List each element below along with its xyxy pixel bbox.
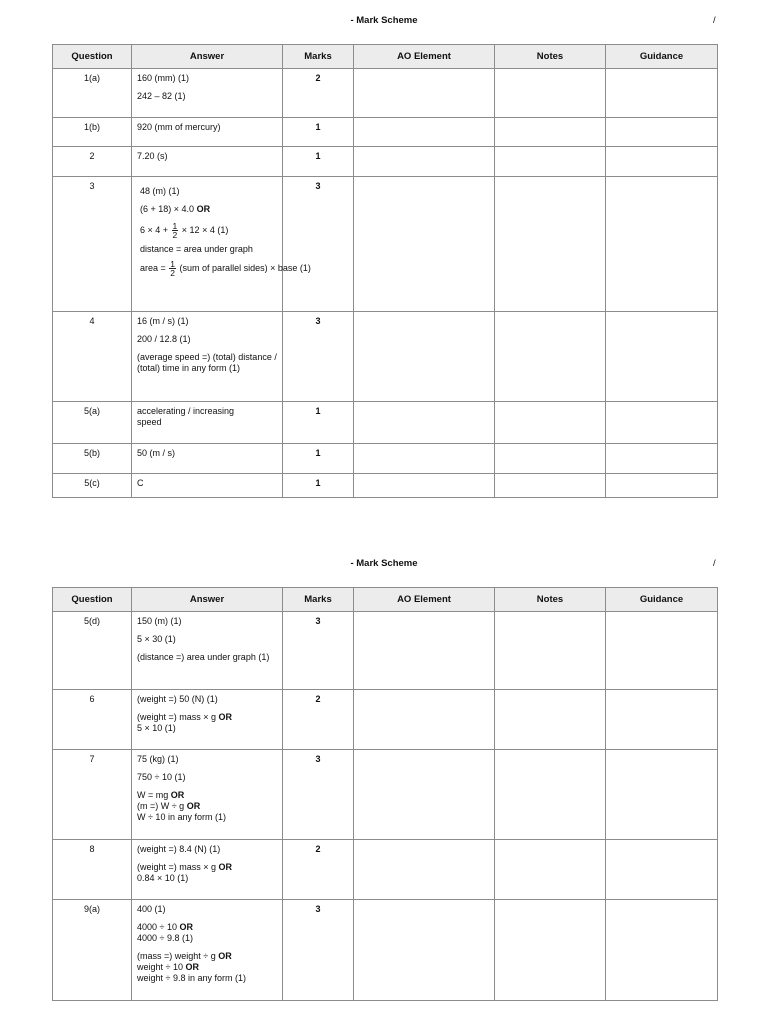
notes-cell xyxy=(495,690,606,750)
marks-cell: 1 xyxy=(283,118,354,147)
page-header xyxy=(0,15,768,29)
notes-cell xyxy=(495,177,606,312)
fraction-numerator: 1 xyxy=(170,259,176,269)
answer-line: 16 (m / s) (1) xyxy=(137,316,189,326)
marks-cell: 3 xyxy=(283,612,354,690)
answer-line: (weight =) 50 (N) (1) xyxy=(137,694,218,704)
question-number: 1(a) xyxy=(53,69,132,118)
table-row xyxy=(53,118,718,147)
marks-cell: 3 xyxy=(283,900,354,1001)
ao-element-cell xyxy=(354,474,495,498)
answer-text: 6 × 4 + xyxy=(140,224,169,235)
question-number: 8 xyxy=(53,840,132,900)
table-row xyxy=(53,612,718,690)
answer-line: 242 – 82 (1) xyxy=(137,91,186,101)
column-header-guidance: Guidance xyxy=(606,45,718,69)
or-keyword: OR xyxy=(218,862,233,872)
notes-cell xyxy=(495,900,606,1001)
question-number: 5(c) xyxy=(53,474,132,498)
fraction-denominator: 2 xyxy=(172,230,178,240)
answer-text: (m =) W ÷ g xyxy=(137,801,185,811)
answer-cell xyxy=(132,444,283,474)
mark-scheme-table xyxy=(52,44,718,498)
guidance-cell xyxy=(606,118,718,147)
mark-scheme-table xyxy=(52,587,718,1001)
answer-cell xyxy=(132,612,283,690)
ao-element-cell xyxy=(354,312,495,402)
answer-line: distance = area under graph xyxy=(140,244,253,254)
table-row xyxy=(53,312,718,402)
question-number: 3 xyxy=(53,177,132,312)
answer-line: 48 (m) (1) xyxy=(140,186,180,196)
notes-cell xyxy=(495,69,606,118)
column-header-guidance: Guidance xyxy=(606,588,718,612)
column-header-ao-element: AO Element xyxy=(354,588,495,612)
question-number: 5(a) xyxy=(53,402,132,444)
column-header-question: Question xyxy=(53,45,132,69)
answer-line: 920 (mm of mercury) xyxy=(137,122,221,132)
marks-cell: 1 xyxy=(283,474,354,498)
question-number: 1(b) xyxy=(53,118,132,147)
answer-cell xyxy=(132,147,283,177)
answer-text: 0.84 × 10 (1) xyxy=(137,873,189,883)
notes-cell xyxy=(495,612,606,690)
table-header-row xyxy=(53,45,718,69)
ao-element-cell xyxy=(354,750,495,840)
answer-line xyxy=(137,790,277,823)
question-number: 7 xyxy=(53,750,132,840)
answer-cell xyxy=(132,690,283,750)
guidance-cell xyxy=(606,900,718,1001)
or-keyword: OR xyxy=(218,951,232,961)
ao-element-cell xyxy=(354,900,495,1001)
table-row xyxy=(53,444,718,474)
marks-cell: 1 xyxy=(283,402,354,444)
answer-line: accelerating / increasing speed xyxy=(137,406,235,427)
page-header xyxy=(0,558,768,572)
column-header-answer: Answer xyxy=(132,588,283,612)
answer-text: area = xyxy=(140,262,166,273)
answer-line: 200 / 12.8 (1) xyxy=(137,334,191,344)
marks-cell: 2 xyxy=(283,690,354,750)
answer-text: 4000 ÷ 10 xyxy=(137,922,177,932)
guidance-cell xyxy=(606,312,718,402)
question-number: 5(d) xyxy=(53,612,132,690)
ao-element-cell xyxy=(354,177,495,312)
guidance-cell xyxy=(606,444,718,474)
page-header-slash: / xyxy=(713,15,716,26)
answer-line xyxy=(137,862,277,884)
or-keyword: OR xyxy=(170,790,185,800)
answer-line xyxy=(137,712,277,734)
notes-cell xyxy=(495,402,606,444)
or-keyword: OR xyxy=(218,712,233,722)
page-title: - Mark Scheme xyxy=(350,558,418,569)
marks-cell: 3 xyxy=(283,750,354,840)
notes-cell xyxy=(495,312,606,402)
ao-element-cell xyxy=(354,402,495,444)
table-row xyxy=(53,147,718,177)
guidance-cell xyxy=(606,177,718,312)
answer-text: 4000 ÷ 9.8 (1) xyxy=(137,933,193,943)
guidance-cell xyxy=(606,690,718,750)
answer-line: C xyxy=(137,478,144,488)
answer-text: weight ÷ 9.8 in any form (1) xyxy=(137,973,246,983)
table-row xyxy=(53,750,718,840)
column-header-ao-element: AO Element xyxy=(354,45,495,69)
page-header-slash: / xyxy=(713,558,716,569)
answer-cell xyxy=(132,840,283,900)
or-keyword: OR xyxy=(196,204,211,214)
question-number: 5(b) xyxy=(53,444,132,474)
answer-line xyxy=(140,204,277,215)
table-row xyxy=(53,402,718,444)
answer-text: (weight =) mass × g xyxy=(137,862,217,872)
answer-text: weight ÷ 10 xyxy=(137,962,183,972)
answer-line: 50 (m / s) xyxy=(137,448,176,458)
table-row xyxy=(53,474,718,498)
notes-cell xyxy=(495,444,606,474)
question-number: 4 xyxy=(53,312,132,402)
answer-line: 750 ÷ 10 (1) xyxy=(137,772,186,782)
answer-text: W ÷ 10 in any form (1) xyxy=(137,812,226,822)
answer-text: (weight =) mass × g xyxy=(137,712,217,722)
table-row xyxy=(53,177,718,312)
guidance-cell xyxy=(606,402,718,444)
answer-cell xyxy=(132,402,283,444)
column-header-marks: Marks xyxy=(283,588,354,612)
answer-line: (average speed =) (total) distance / (total) time in any form (1) xyxy=(137,352,277,373)
notes-cell xyxy=(495,118,606,147)
column-header-question: Question xyxy=(53,588,132,612)
answer-line: 160 (mm) (1) xyxy=(137,73,190,83)
notes-cell xyxy=(495,840,606,900)
answer-text: × 12 × 4 (1) xyxy=(181,224,229,235)
answer-line: 150 (m) (1) xyxy=(137,616,182,626)
answer-line: (distance =) area under graph (1) xyxy=(137,652,270,662)
answer-line: 5 × 30 (1) xyxy=(137,634,176,644)
answer-cell xyxy=(132,900,283,1001)
marks-cell: 3 xyxy=(283,177,354,312)
ao-element-cell xyxy=(354,840,495,900)
answer-cell xyxy=(132,177,311,312)
fraction-denominator: 2 xyxy=(170,268,176,278)
notes-cell xyxy=(495,750,606,840)
guidance-cell xyxy=(606,612,718,690)
table-header-row xyxy=(53,588,718,612)
marks-cell: 1 xyxy=(283,444,354,474)
or-keyword: OR xyxy=(186,801,201,811)
guidance-cell xyxy=(606,474,718,498)
question-number: 2 xyxy=(53,147,132,177)
answer-text: (6 + 18) × 4.0 xyxy=(140,204,195,214)
table-row xyxy=(53,840,718,900)
column-header-notes: Notes xyxy=(495,45,606,69)
marks-cell: 3 xyxy=(283,312,354,402)
ao-element-cell xyxy=(354,690,495,750)
answer-text: W = mg xyxy=(137,790,169,800)
answer-line: 75 (kg) (1) xyxy=(137,754,179,764)
fraction xyxy=(169,260,176,277)
column-header-answer: Answer xyxy=(132,45,283,69)
answer-line: (weight =) 8.4 (N) (1) xyxy=(137,844,221,854)
answer-cell xyxy=(132,69,283,118)
or-keyword: OR xyxy=(179,922,193,932)
guidance-cell xyxy=(606,69,718,118)
fraction xyxy=(172,222,179,239)
ao-element-cell xyxy=(354,118,495,147)
table-row xyxy=(53,900,718,1001)
fraction-numerator: 1 xyxy=(172,221,178,231)
page-title: - Mark Scheme xyxy=(350,15,418,26)
answer-text: (mass =) weight ÷ g xyxy=(137,951,216,961)
answer-line xyxy=(140,222,277,239)
ao-element-cell xyxy=(354,147,495,177)
answer-line xyxy=(140,259,311,278)
table-row xyxy=(53,690,718,750)
guidance-cell xyxy=(606,840,718,900)
ao-element-cell xyxy=(354,69,495,118)
question-number: 9(a) xyxy=(53,900,132,1001)
answer-line: 400 (1) xyxy=(137,904,166,914)
answer-line xyxy=(137,951,277,984)
answer-cell xyxy=(132,312,283,402)
column-header-notes: Notes xyxy=(495,588,606,612)
marks-cell: 2 xyxy=(283,69,354,118)
answer-text: 5 × 10 (1) xyxy=(137,723,176,733)
notes-cell xyxy=(495,147,606,177)
answer-line xyxy=(137,922,277,944)
table-row xyxy=(53,69,718,118)
answer-cell xyxy=(132,474,283,498)
answer-cell xyxy=(132,118,283,147)
answer-line: 7.20 (s) xyxy=(137,151,168,161)
column-header-marks: Marks xyxy=(283,45,354,69)
marks-cell: 1 xyxy=(283,147,354,177)
answer-cell xyxy=(132,750,283,840)
or-keyword: OR xyxy=(185,962,199,972)
answer-text: (sum of parallel sides) × base (1) xyxy=(179,262,311,273)
marks-cell: 2 xyxy=(283,840,354,900)
guidance-cell xyxy=(606,147,718,177)
ao-element-cell xyxy=(354,612,495,690)
guidance-cell xyxy=(606,750,718,840)
ao-element-cell xyxy=(354,444,495,474)
question-number: 6 xyxy=(53,690,132,750)
notes-cell xyxy=(495,474,606,498)
